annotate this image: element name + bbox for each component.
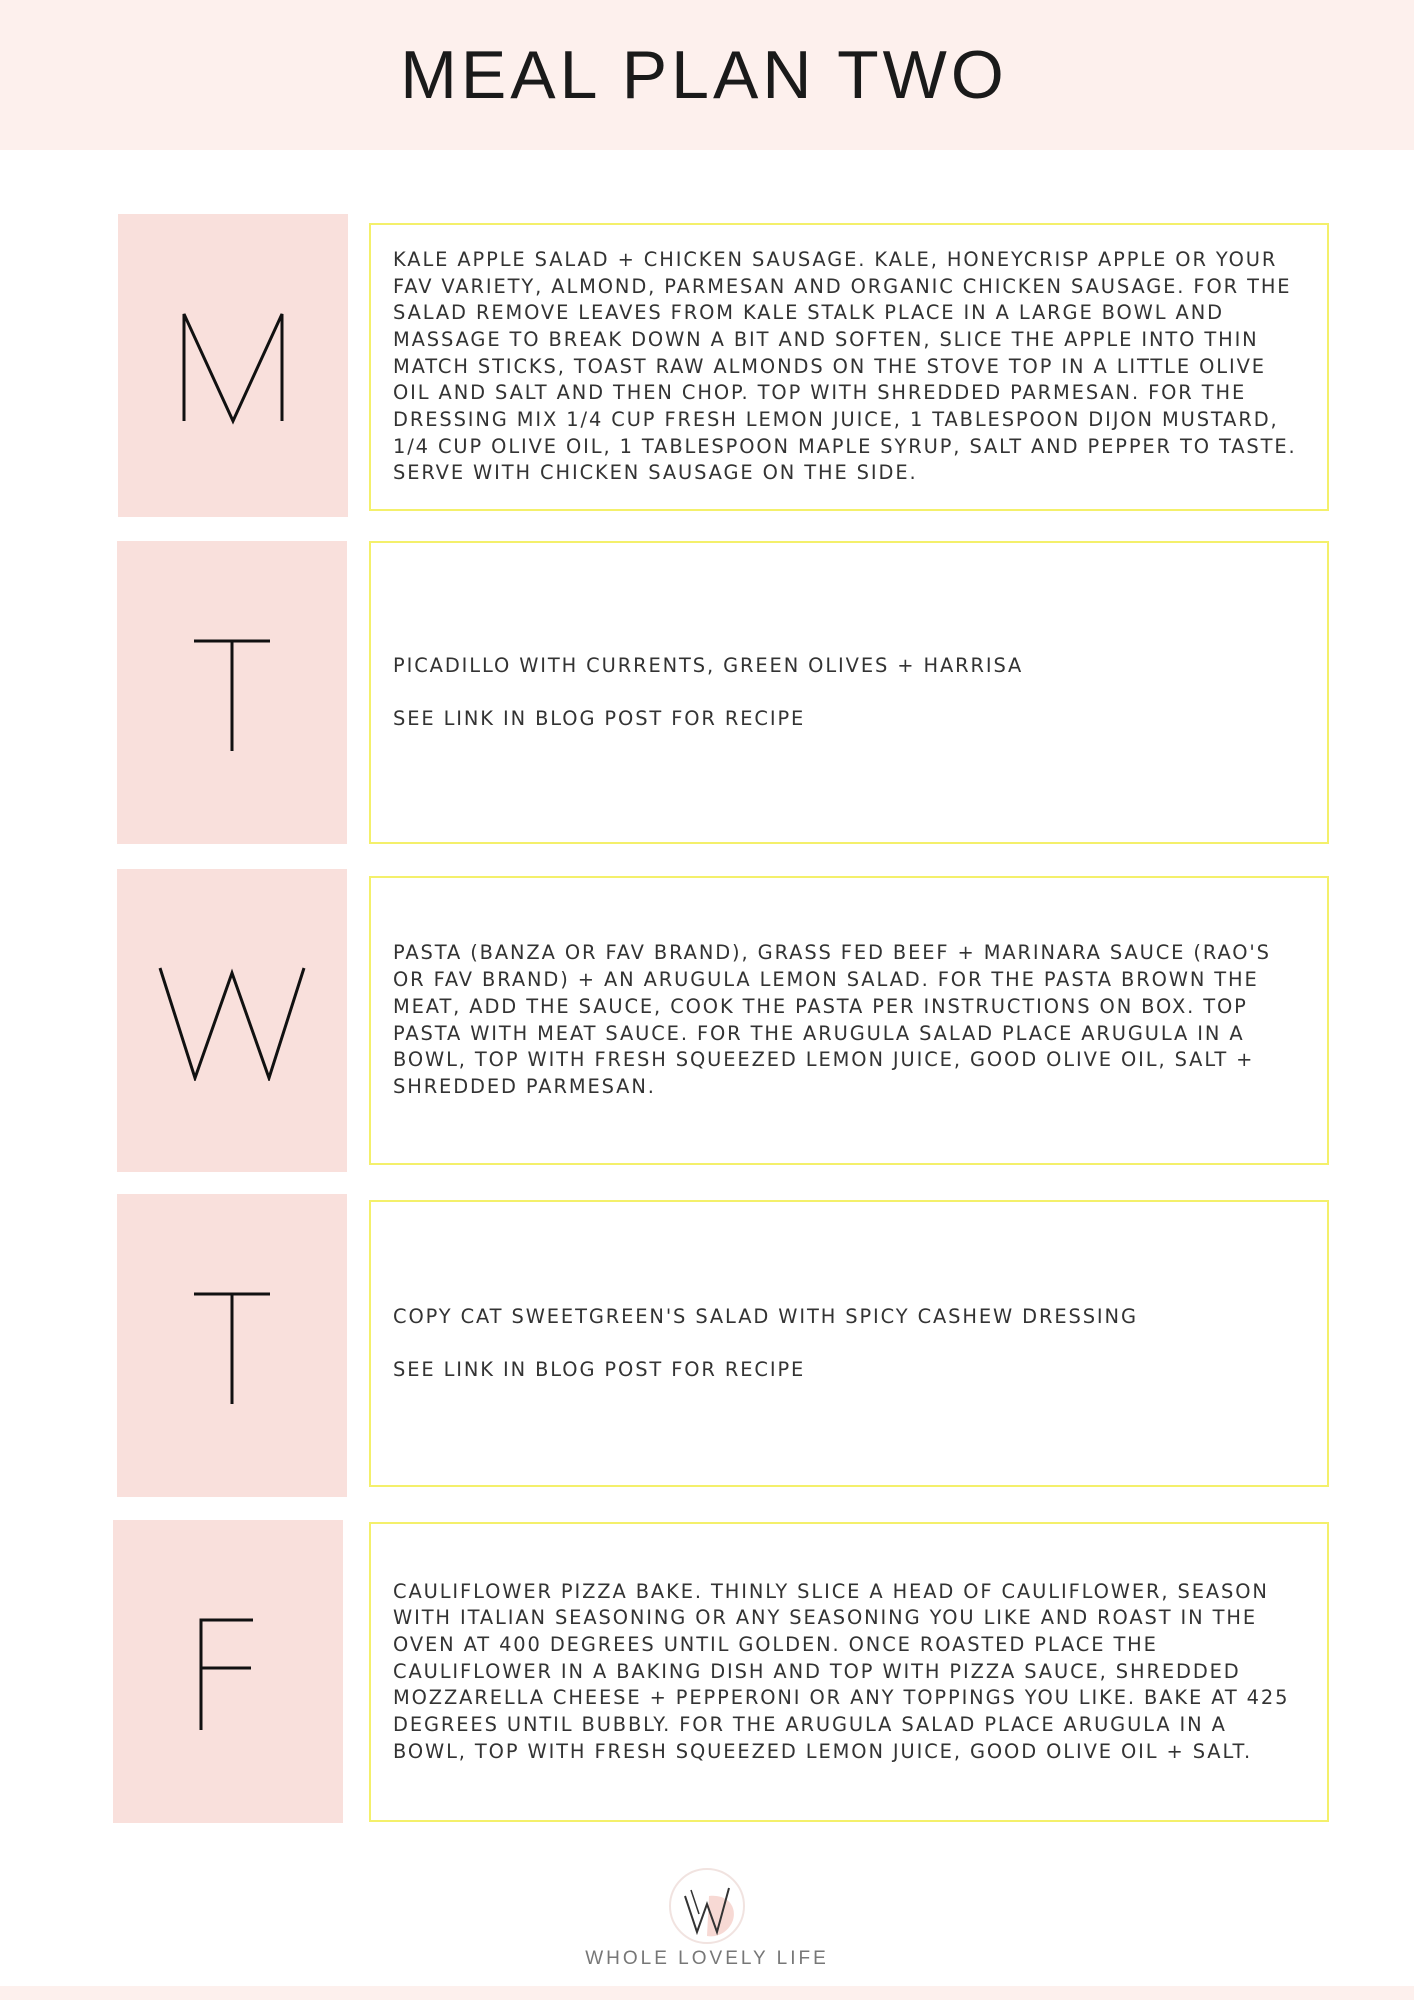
day-block-thursday [117, 1194, 347, 1497]
meal-box-friday [369, 1522, 1329, 1822]
meal-recipe-note: SEE LINK IN BLOG POST FOR RECIPE [393, 1357, 806, 1381]
letter-w-glyph [157, 961, 307, 1081]
meal-box-tuesday [369, 541, 1329, 844]
day-block-monday [118, 214, 348, 517]
brand-name: WHOLE LOVELY LIFE [585, 1948, 829, 1969]
brand-logo-icon [667, 1866, 747, 1946]
meal-description: KALE APPLE SALAD + CHICKEN SAUSAGE. KALE, HONEYCRISP APPLE OR YOUR FAV VARIETY, ALMOND, PARMESAN AND ORGANIC CHICKEN SAUSAGE. FOR THE SALAD REMOVE LEAVES FROM KALE STALK PLACE IN A LARGE BOWL AND MASSAGE TO BREAK DOWN A BIT AND SOFTEN, SLICE THE APPLE INTO THIN MATCH STICKS, TOAST RAW ALMONDS ON THE STOVE TOP IN A LITTLE OLIVE OIL AND SALT AND THEN CHOP. TOP WITH SHREDDED PARMESAN. FOR THE DRESSING MIX 1/4 CUP FRESH LEMON JUICE, 1 TABLESPOON DIJON MUSTARD, 1/4 CUP OLIVE OIL, 1 TABLESPOON MAPLE SYRUP, SALT AND PEPPER TO TASTE. SERVE WITH CHICKEN SAUSAGE ON THE SIDE. [393, 247, 1297, 485]
day-letter [192, 1286, 272, 1406]
letter-f-glyph [193, 1612, 263, 1732]
meal-box-thursday [369, 1200, 1329, 1487]
meal-description: CAULIFLOWER PIZZA BAKE. THINLY SLICE A HEAD OF CAULIFLOWER, SEASON WITH ITALIAN SEASONING OR ANY SEASONING YOU LIKE AND ROAST IN THE OVEN AT 400 DEGREES UNTIL GOLDEN. ONCE ROASTED PLACE THE CAULIFLOWER IN A BAKING DISH AND TOP WITH PIZZA SAUCE, SHREDDED MOZZARELLA CHEESE + PEPPERONI OR ANY TOPPINGS YOU LIKE. BAKE AT 425 DEGREES UNTIL BUBBLY. FOR THE ARUGULA SALAD PLACE ARUGULA IN A BOWL, TOP WITH FRESH SQUEEZED LEMON JUICE, GOOD OLIVE OIL + SALT. [393, 1579, 1290, 1763]
day-letter [157, 961, 307, 1081]
letter-t-glyph [192, 1286, 272, 1406]
day-block-wednesday [117, 869, 347, 1172]
page-title-text: MEAL PLAN TWO [400, 37, 1008, 113]
day-letter [192, 633, 272, 753]
meal-box-wednesday [369, 876, 1329, 1165]
meal-description: COPY CAT SWEETGREEN'S SALAD WITH SPICY CASHEW DRESSING [393, 1304, 1138, 1328]
day-letter [193, 1612, 263, 1732]
letter-m-glyph [178, 306, 288, 426]
meal-description: PASTA (BANZA OR FAV BRAND), GRASS FED BEEF + MARINARA SAUCE (RAO'S OR FAV BRAND) + AN ARUGULA LEMON SALAD. FOR THE PASTA BROWN THE MEAT, ADD THE SAUCE, COOK THE PASTA PER INSTRUCTIONS ON BOX. TOP PASTA WITH MEAT SAUCE. FOR THE ARUGULA SALAD PLACE ARUGULA IN A BOWL, TOP WITH FRESH SQUEEZED LEMON JUICE, GOOD OLIVE OIL, SALT + SHREDDED PARMESAN. [393, 941, 1271, 1098]
day-letter [178, 306, 288, 426]
day-block-tuesday [117, 541, 347, 844]
letter-t-glyph [192, 633, 272, 753]
meal-description: PICADILLO WITH CURRENTS, GREEN OLIVES + HARRISA [393, 653, 1024, 677]
footer-band [0, 1986, 1414, 2000]
page-title [0, 0, 1411, 150]
meal-box-monday [369, 223, 1329, 511]
day-block-friday [113, 1520, 343, 1823]
meal-recipe-note: SEE LINK IN BLOG POST FOR RECIPE [393, 706, 806, 730]
